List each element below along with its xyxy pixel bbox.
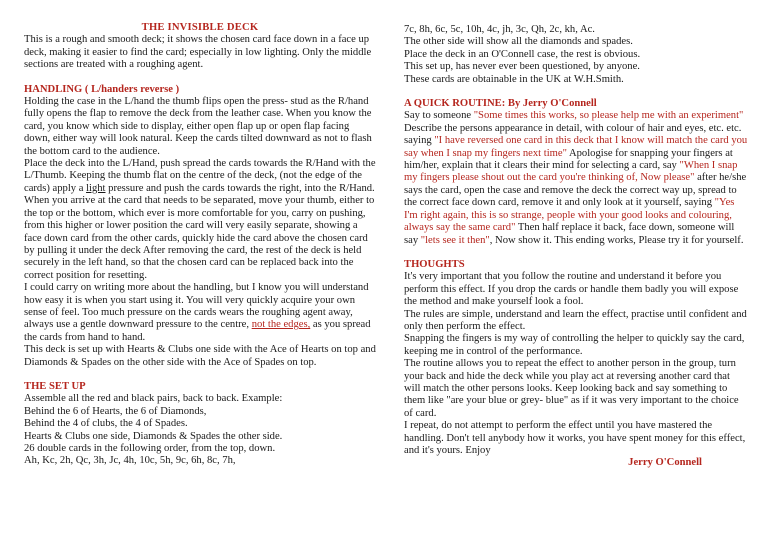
document-title: THE INVISIBLE DECK bbox=[141, 22, 259, 33]
routine-text: after he/she says the card, open the case and remove the deck the correct way up, spread to the correct face down card, remove it and only look at it yourself, saying bbox=[404, 172, 747, 209]
handling-p2-text-b: pressure and push the cards towards the right, into the R/Hand. bbox=[105, 182, 375, 194]
routine-quote: "lets see it then" bbox=[420, 234, 490, 246]
routine-quote: "Some times this works, so please help me with an experiment" bbox=[473, 110, 744, 122]
setup-line: Ah, Kc, 2h, Qc, 3h, Jc, 4h, 10c, 5h, 9c, 6h, 8c, 7h, bbox=[24, 455, 236, 467]
handling-p4-text-b: as you spread the cards from hand to hand. bbox=[24, 319, 371, 343]
handling-p4-edges-emphasis: not the edges, bbox=[251, 319, 311, 331]
right-column bbox=[404, 24, 748, 470]
setup-cont-line: The other side will show all the diamonds and spades. bbox=[404, 36, 633, 48]
handling-paragraph-1: Holding the case in the L/hand the thumb flips open the press- stud as the R/hand fully opens the flap to remove the deck from the leather case. When you know the card, you know which side to display, either open flap up or open flap facing down, either way will look natural. Keep the cards tilted downward as not to flash the bottom card to the audience. bbox=[24, 96, 372, 157]
handling-paragraph-4 bbox=[24, 282, 376, 344]
routine-heading: A QUICK ROUTINE: By Jerry O'Connell bbox=[404, 98, 597, 110]
setup-heading: THE SET UP bbox=[24, 380, 86, 392]
handling-p4-text-a: I could carry on writing more about the handling, but I know you will understand how easy it is when you start using it. You will very quickly acquire your own sense of feel. Too much pressure on the cards wears the roughing agent away, always use a gentle downward pressure to the centre, bbox=[24, 282, 369, 331]
routine-text: Apologise for snapping your fingers at him/her, explain that it clears their mind for selecting a card, say bbox=[404, 147, 733, 172]
handling-p2-light-emphasis: light bbox=[86, 182, 106, 194]
intro-paragraph: This is a rough and smooth deck; it shows the chosen card face down in a face up deck, making it easier to find the card; especially in low lighting. Only the middle sections are treated with a roughing agent. bbox=[24, 34, 372, 71]
handling-paragraph-2 bbox=[24, 158, 376, 195]
author-signature: Jerry O'Connell bbox=[628, 457, 702, 469]
setup-line: 26 double cards in the following order, from the top, down. bbox=[24, 443, 276, 454]
thoughts-paragraph: It's very important that you follow the routine and understand it before you perform this effect. If you drop the cards or handle them badly you will expose the method and make yourself look a fool. bbox=[404, 271, 739, 308]
handling-paragraph-5: This deck is set up with Hearts & Clubs one side with the Ace of Hearts on top and Diamonds & Spades on the other side with the Ace of Spades on top. bbox=[24, 344, 376, 368]
setup-line: Assemble all the red and black pairs, back to back. Example: bbox=[24, 393, 283, 405]
left-column bbox=[24, 22, 376, 468]
setup-cont-line: These cards are obtainable in the UK at W.H.Smith. bbox=[404, 73, 624, 85]
routine-quote: "When I snap my fingers please shout out the card you're thinking of, Now please" bbox=[404, 160, 738, 184]
handling-paragraph-3: When you arrive at the card that needs to be separated, move your thumb, either to the top or the bottom, which ever is more comfortable for you, carry on pushing, from this higher or lower position the card will very easily separate, showing a face down card from the other cards, quickly hide the card above the chosen card by pulling it under the deck After removing the card, the rest of the deck is held securely in the left hand, so that the chosen card can be replaced back into the correct position for resetting. bbox=[24, 195, 375, 281]
setup-cont-line: 7c, 8h, 6c, 5c, 10h, 4c, jh, 3c, Qh, 2c, kh, Ac. bbox=[404, 24, 595, 35]
routine-text: Then half replace it back, face down, someone will say bbox=[404, 222, 735, 246]
routine-text: Describe the persons appearance in detail, with colour of hair and eyes, etc. etc. saying bbox=[404, 122, 742, 147]
setup-line: Hearts & Clubs one side, Diamonds & Spades the other side. bbox=[24, 430, 283, 442]
routine-paragraph bbox=[404, 110, 748, 246]
thoughts-paragraph: I repeat, do not attempt to perform the effect until you have mastered the handling. Don't tell anybody how it works, you have spent money for this effect, and it's yours. Enjoy bbox=[404, 420, 746, 456]
setup-line: Behind the 6 of Hearts, the 6 of Diamonds, bbox=[24, 405, 207, 417]
setup-cont-line: Place the deck in an O'Connell case, the rest is obvious. bbox=[404, 48, 641, 60]
handling-heading: HANDLING ( L/handers reverse ) bbox=[24, 83, 180, 95]
handling-p2-text-a: Place the deck into the L/Hand, push spread the cards towards the R/Hand with the L/Thumb. Keeping the thumb flat on the centre of the deck, (not the edge of the cards) apply a bbox=[24, 158, 376, 194]
thoughts-paragraph: The rules are simple, understand and learn the effect, practise until confident and only then perform the effect. bbox=[404, 308, 747, 332]
setup-cont-line: This set up, has never ever been questioned, by anyone. bbox=[404, 61, 640, 73]
routine-text: , Now show it. This ending works, Please try it for yourself. bbox=[489, 234, 744, 246]
routine-text: Say to someone bbox=[404, 110, 474, 122]
thoughts-heading: THOUGHTS bbox=[404, 258, 465, 270]
setup-line: Behind the 4 of clubs, the 4 of Spades. bbox=[24, 418, 188, 430]
routine-quote: "I have reversed one card in this deck that I know will match the card you say when I snap my fingers next time" bbox=[404, 135, 748, 159]
thoughts-paragraph: Snapping the fingers is my way of controlling the helper to quickly say the card, keeping me in control of the performance. bbox=[404, 333, 745, 357]
thoughts-paragraph: The routine allows you to repeat the effect to another person in the group, turn your back and hide the deck while you play act at reversing another card that will match the other persons looks. Keep looking back and say something to them like "are your blue or grey- blue" as if it was very important to the choice of card. bbox=[404, 358, 739, 419]
routine-quote: "Yes I'm right again, this is so strange, people with your good looks and colouring, always say the same card" bbox=[404, 197, 735, 234]
